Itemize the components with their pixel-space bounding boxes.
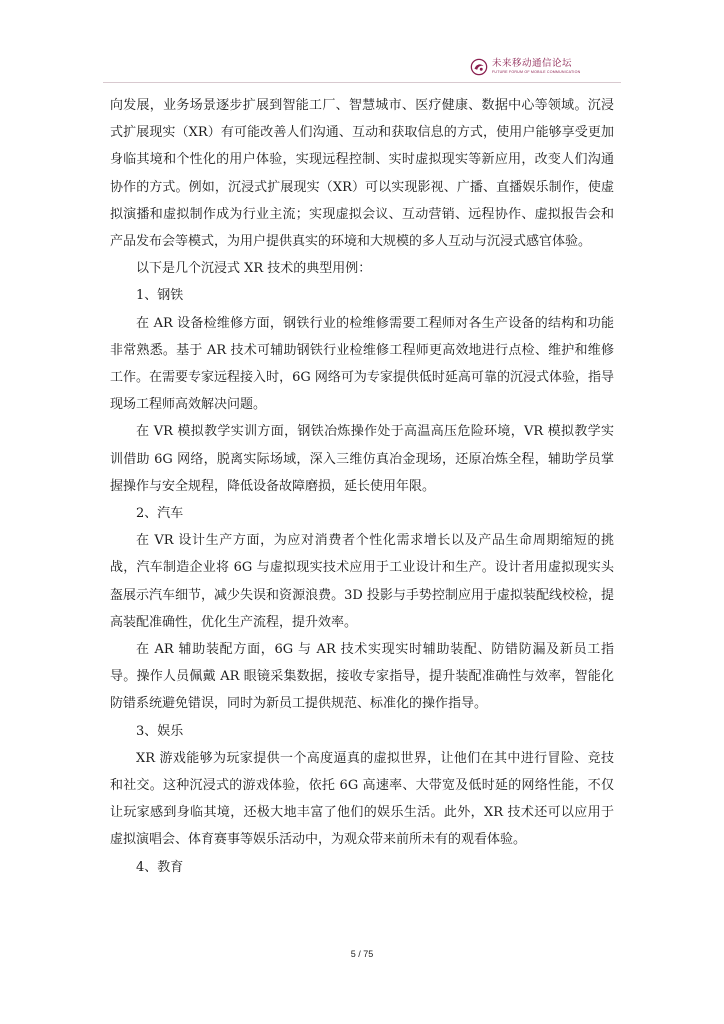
paragraph-steel-ar: 在 AR 设备检维修方面，钢铁行业的检维修需要工程师对各生产设备的结构和功能非常熟悉。基于 AR 技术可辅助钢铁行业检维修工程师更高效地进行点检、维护和维修工作。在需要专家远程接入时，6G 网络可为专家提供低时延高可靠的沉浸式体验，指导现场工程师高效解决问题。 — [110, 315, 614, 413]
paragraph-auto-vr: 在 VR 设计生产方面，为应对消费者个性化需求增长以及产品生命周期缩短的挑战，汽车制造企业将 6G 与虚拟现实技术应用于工业设计和生产。设计者用虚拟现实头盔展示汽车细节，减少失误和资源浪费。3D 投影与手势控制应用于虚拟装配线校检，提高装配准确性，优化生产流程，提升效率。 — [110, 533, 614, 630]
page-number: 5 / 75 — [350, 949, 374, 959]
paragraph-steel-vr: 在 VR 模拟教学实训方面，钢铁冶炼操作处于高温高压危险环境，VR 模拟教学实训借助 6G 网络，脱离实际场域，深入三维仿真冶金现场，还原冶炼全程，辅助学员掌握操作与安全规程，降低设备故障磨损，延长使用年限。 — [110, 424, 614, 494]
header-divider — [103, 82, 621, 83]
section-heading-auto: 2、汽车 — [136, 506, 184, 522]
paragraph-entertainment: XR 游戏能够为玩家提供一个高度逼真的虚拟世界，让他们在其中进行冒险、竞技和社交。这种沉浸式的游戏体验，依托 6G 高速率、大带宽及低时延的网络性能，不仅让玩家感到身临其境，还极大地丰富了他们的娱乐生活。此外，XR 技术还可以应用于虚拟演唱会、体育赛事等娱乐活动中，为观众带来前所未有的观看体验。 — [110, 750, 614, 848]
paragraph-auto-ar: 在 AR 辅助装配方面，6G 与 AR 技术实现实时辅助装配、防错防漏及新员工指导。操作人员佩戴 AR 眼镜采集数据，接收专家指导，提升装配准确性与效率，智能化防错系统避免错误，同时为新员工提供规范、标准化的操作指导。 — [110, 642, 614, 712]
paragraph-use-cases-intro: 以下是几个沉浸式 XR 技术的典型用例： — [136, 261, 372, 277]
logo-title: 未来移动通信论坛 — [492, 58, 573, 70]
forum-logo-icon — [470, 58, 488, 76]
section-heading-education: 4、教育 — [136, 859, 184, 875]
header-logo — [470, 56, 620, 78]
document-body — [110, 92, 614, 881]
paragraph-xr-intro: 向发展，业务场景逐步扩展到智能工厂、智慧城市、医疗健康、数据中心等领域。沉浸式扩展现实（XR）有可能改善人们沟通、互动和获取信息的方式，使用户能够享受更加身临其境和个性化的用户体验，实现远程控制、实时虚拟现实等新应用，改变人们沟通协作的方式。例如，沉浸式扩展现实（XR）可以实现影视、广播、直播娱乐制作，使虚拟演播和虚拟制作成为行业主流；实现虚拟会议、互动营销、远程协作、虚拟报告会和产品发布会等模式，为用户提供真实的环境和大规模的多人互动与沉浸式感官体验。 — [110, 98, 614, 250]
section-heading-steel: 1、钢铁 — [136, 288, 184, 304]
logo-subtitle: FUTURE FORUM OF MOBILE COMMUNICATION — [492, 69, 581, 74]
section-heading-entertainment: 3、娱乐 — [136, 723, 184, 739]
